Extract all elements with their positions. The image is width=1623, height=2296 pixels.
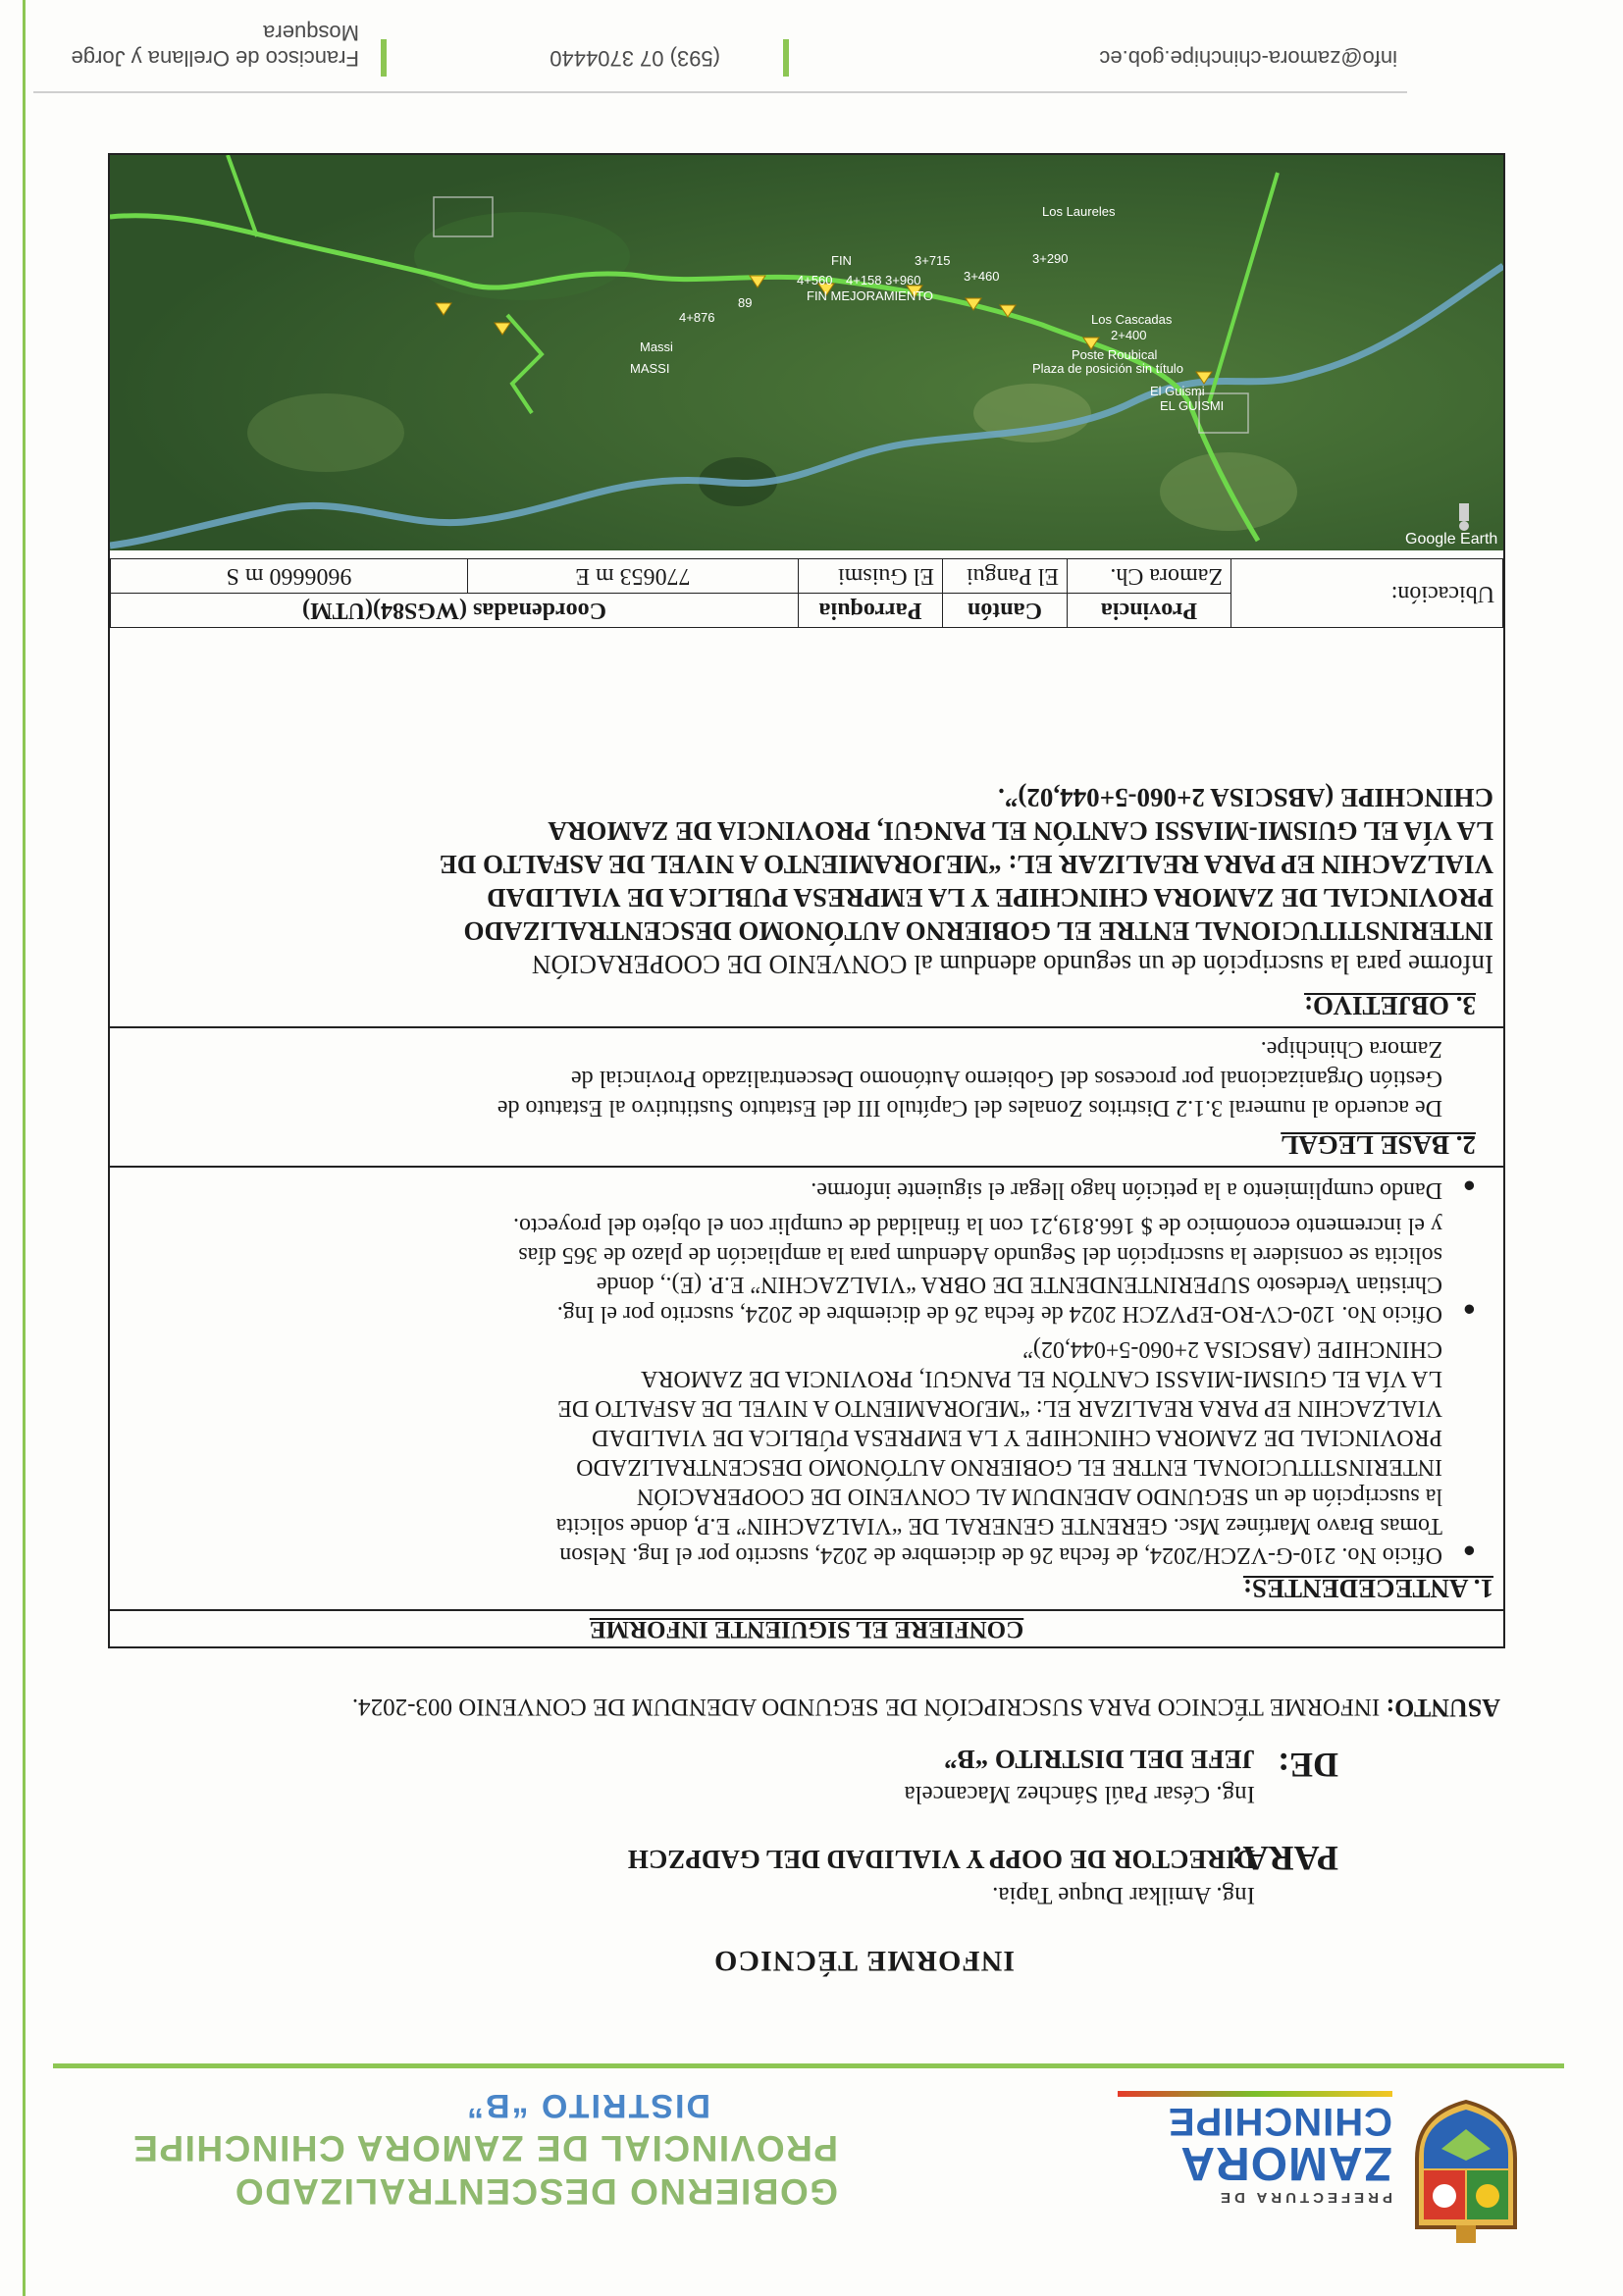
antecedente-1-line: la suscripción de un SEGUNDO ADENDUM AL CONVENIO DE COOPERACIÓN xyxy=(636,1484,1442,1509)
asunto-text: INFORME TÉCNICO PARA SUSCRIPCIÓN DE SEGUNDO ADENDUM DE CONVENIO 003-2024. xyxy=(351,1694,1381,1720)
para-name: Ing. Amilkar Duque Tapia. xyxy=(992,1882,1255,1908)
base-legal-line: De acuerdo al numeral 3.1.2 Distritos Zonales del Capítulo III del Estatuto Sustitutivo al Estatuto de xyxy=(497,1095,1442,1121)
table-row xyxy=(111,594,1503,628)
base-legal-line: Zamora Chinchipe. xyxy=(1260,1036,1442,1062)
objetivo-line: VIALZACHIN EP PARA REALIZAR EL: “MEJORAMIENTO A NIVEL DE ASFALTO DE xyxy=(439,850,1493,879)
map-label-guismi: EL GUISMI xyxy=(1160,398,1225,413)
map-label-massi: MASSI xyxy=(630,361,670,376)
map-label-km-4876: 4+876 xyxy=(679,310,715,325)
map-label-km-89: 89 xyxy=(738,295,753,310)
base-legal-heading-text: 2. BASE LEGAL xyxy=(1281,1130,1476,1160)
antecedente-1-line: PROVINCIAL DE ZAMORA CHINCHIPE Y LA EMPRESA PÚBLICA DE VIALIDAD xyxy=(592,1425,1442,1450)
header-divider xyxy=(53,2063,1564,2068)
prefectura-logo xyxy=(1108,2100,1530,2247)
map-label-guismi2: El Guismi xyxy=(1150,384,1205,398)
para-label: PARA: xyxy=(1230,1839,1338,1878)
government-title-line1: GOBIERNO DESCENTRALIZADO xyxy=(234,2171,838,2212)
cell-parroquia: El Guismi xyxy=(799,559,943,594)
section-divider xyxy=(110,1026,1503,1028)
map-label-km-2400: 2+400 xyxy=(1111,328,1147,342)
objetivo-line: INTERINSTITUCIONAL ENTRE EL GOBIERNO AUTÓNOMO DESCENTRALIZADO xyxy=(463,916,1493,946)
objetivo-line: PROVINCIAL DE ZAMORA CHINCHIPE Y LA EMPRESA PUBLICA DE VIALIDAD xyxy=(487,883,1493,913)
antecedente-2-line: solicita se considere la suscripción del Segundo Adendum para la ampliación de plazo de 365 días xyxy=(518,1242,1442,1268)
header-canton: Cantón xyxy=(943,594,1068,628)
antecedente-1-line: LA VÍA EL GUISMI-MIASSI CANTÓN EL PANGUI, PROVINCIA DE ZAMORA xyxy=(641,1366,1442,1391)
para-position: DIRECTOR DE OOPP Y VIALIDAD DEL GADPZCH xyxy=(627,1845,1255,1874)
footer-address: Francisco de Orellana y Jorge Mosquera xyxy=(71,21,359,71)
map-label-km-3290: 3+290 xyxy=(1032,251,1069,266)
de-name: Ing. César Paúl Sánchez Macancela xyxy=(904,1781,1255,1807)
antecedente-1-line: INTERINSTITUCIONAL ENTRE EL GOBIERNO AUTÓNOMO DESCENTRALIZADO xyxy=(576,1454,1442,1480)
antecedente-2-line: y el incremento económico de $ 166.819,21 con la finalidad de cumplir con el objeto del proyecto. xyxy=(512,1213,1442,1238)
de-position: JEFE DEL DISTRITO “B” xyxy=(944,1745,1255,1774)
objetivo-heading xyxy=(1304,990,1476,1020)
ubicacion-label: Ubicación: xyxy=(1231,559,1503,628)
antecedente-1-line: Oficio No. 210-G-VZCH/2024, de fecha 26 de diciembre de 2024, suscrito por el Ing. Nelson xyxy=(559,1542,1442,1568)
base-legal-line: Gestión Organizacional por procesos del Gobierno Autónomo Descentralizado Provincial de xyxy=(571,1066,1442,1091)
objetivo-heading-text: 3. OBJETIVO: xyxy=(1304,991,1476,1020)
document-title: INFORME TÉCNICO xyxy=(713,1945,1015,1977)
map-label-cascadas: Los Cascadas xyxy=(1091,312,1173,327)
antecedente-2-line: Christian Verdesoto SUPERINTENDENTE DE OBRA “VIALZACHIN” E.P. (E)., donde xyxy=(596,1272,1442,1297)
footer-email[interactable]: info@zamora-chinchipe.gob.ec xyxy=(1099,46,1397,71)
district-title: DISTRITO “B” xyxy=(464,2087,710,2124)
antecedentes-heading-text: 1. ANTECEDENTES: xyxy=(1242,1574,1493,1603)
government-title-line2: PROVINCIAL DE ZAMORA CHINCHIPE xyxy=(131,2128,838,2168)
antecedentes-heading xyxy=(1243,1573,1493,1603)
report-frame xyxy=(108,153,1505,1648)
asunto-label: ASUNTO: xyxy=(1386,1694,1500,1722)
google-earth-label: Google Earth xyxy=(1405,531,1498,548)
map-label-km-3960: 3+960 xyxy=(885,273,921,287)
cell-provincia: Zamora Ch. xyxy=(1068,559,1231,594)
coat-of-arms-icon xyxy=(1402,2100,1530,2247)
base-legal-heading xyxy=(1281,1129,1476,1160)
antecedente-1-line: VIALZACHIN EP PARA REALIZAR EL: “MEJORAMIENTO A NIVEL DE ASFALTO DE xyxy=(557,1395,1442,1421)
header-coordenadas: Coordenadas (WGS84)(UTM) xyxy=(111,594,799,628)
prefectura-label: PREFECTURA DE xyxy=(1217,2189,1392,2206)
map-label-plaza: Plaza de posición sin título xyxy=(1032,361,1183,376)
header-provincia: Provincia xyxy=(1068,594,1231,628)
footer-divider xyxy=(33,91,1407,93)
cell-este: 770653 m E xyxy=(467,559,798,594)
antecedente-2 xyxy=(128,1211,1442,1329)
antecedente-1 xyxy=(128,1334,1442,1570)
objetivo-line: CHINCHIPE (ABSCISA 2+060-5+044,02)”. xyxy=(998,783,1493,812)
antecedente-2-line: Oficio No. 120-CV-RO-EPVZCH 2024 de fecha 26 de diciembre de 2024, suscrito por el Ing. xyxy=(556,1301,1442,1327)
map-label-km-3715: 3+715 xyxy=(915,253,951,268)
antecedente-3: Dando cumplimiento a la petición hago llegar el siguiente informe. xyxy=(811,1177,1442,1203)
logo-color-stripe xyxy=(1118,2091,1392,2097)
asunto-block xyxy=(107,1692,1500,1722)
base-legal-text xyxy=(128,1034,1442,1122)
map-label-km-4560: 4+560 xyxy=(797,273,833,287)
footer-phone: (593) 07 3704440 xyxy=(550,46,720,71)
de-label: DE: xyxy=(1278,1746,1338,1785)
bullet-icon: ● xyxy=(1462,1298,1476,1323)
bullet-icon: ● xyxy=(1462,1174,1476,1199)
section-divider xyxy=(110,1166,1503,1168)
antecedente-1-line: CHINCHIPE (ABSCISA 2+060-5+044,02)” xyxy=(1022,1336,1442,1362)
cell-norte: 9606660 m S xyxy=(111,559,468,594)
map-label-fin: FIN xyxy=(831,253,852,268)
logo-zamora-text: ZAMORA xyxy=(1179,2137,1392,2189)
logo-chinchipe-text: CHINCHIPE xyxy=(1167,2100,1392,2143)
map-label-fin-mejoramiento: FIN MEJORAMIENTO xyxy=(807,288,934,303)
bullet-icon: ● xyxy=(1462,1539,1476,1564)
footer-separator xyxy=(381,39,387,77)
confiere-heading: CONFIERE EL SIGUIENTE INFORME xyxy=(110,1609,1503,1646)
objetivo-line: LA VÍA EL GUISMI-MIASSI CANTÓN EL PANGUI, PROVINCIA DE ZAMORA xyxy=(548,816,1493,846)
pegman-icon xyxy=(1459,503,1469,531)
map-label-laureles: Los Laureles xyxy=(1042,204,1116,219)
header xyxy=(0,2085,1623,2296)
map-label-km-3460: 3+460 xyxy=(964,269,1000,284)
map-label-poste: Poste Roubical xyxy=(1072,347,1158,362)
map-label-massi-small: Massi xyxy=(640,339,673,354)
header-parroquia: Parroquia xyxy=(799,594,943,628)
government-title xyxy=(73,2126,838,2213)
map-label-km-4158: 4+158 xyxy=(846,273,882,287)
satellite-map xyxy=(110,155,1503,550)
objetivo-text xyxy=(125,781,1493,981)
page-edge-line xyxy=(23,0,26,2296)
objetivo-line: Informe para la suscripción de un segundo adendum al CONVENIO DE COOPERACIÓN xyxy=(531,950,1493,979)
location-table xyxy=(110,558,1503,628)
cell-canton: El Pangui xyxy=(943,559,1068,594)
footer-separator xyxy=(783,39,789,77)
antecedente-1-line: Tomas Bravo Martínez Msc. GERENTE GENERAL DE “VIALZACHIN” E.P, donde solicita xyxy=(555,1513,1442,1539)
